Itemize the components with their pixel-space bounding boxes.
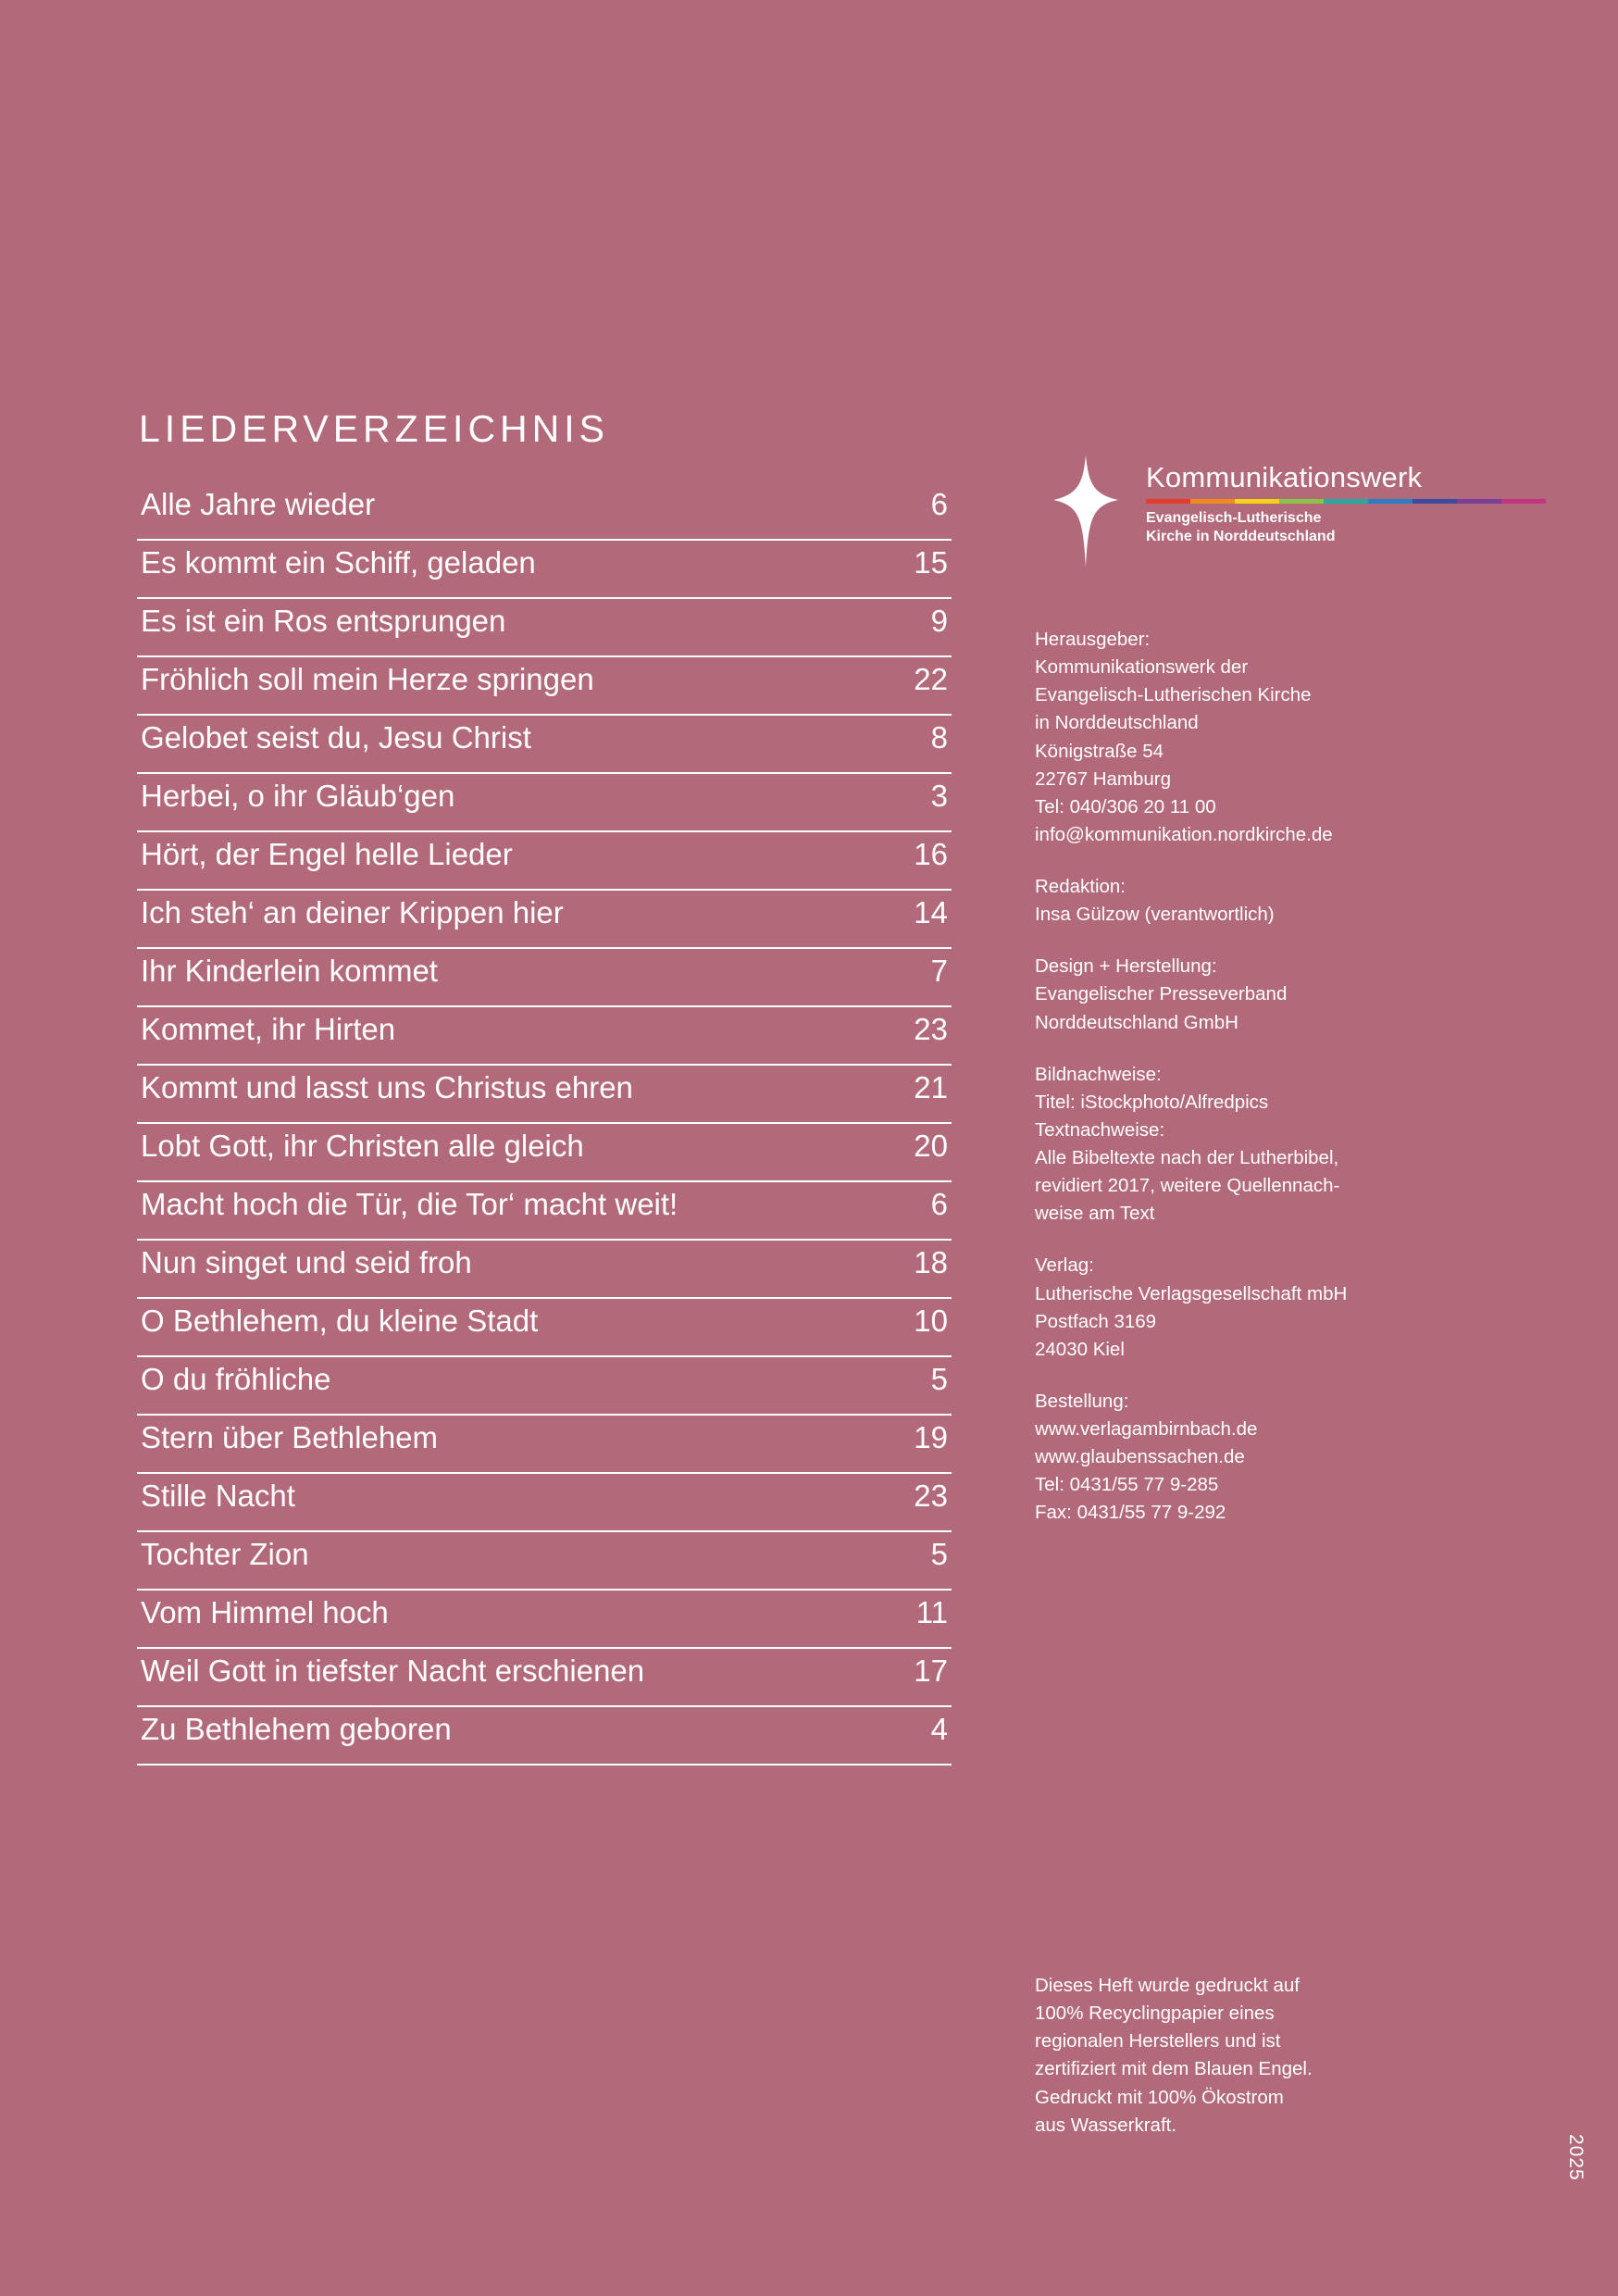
song-title: Kommt und lasst uns Christus ehren [141, 1070, 633, 1104]
song-page-number: 6 [930, 487, 948, 521]
list-item [137, 1007, 952, 1066]
song-title: Tochter Zion [141, 1537, 309, 1571]
verlag-block [1035, 1252, 1553, 1364]
list-item [137, 1357, 952, 1416]
list-item [137, 1532, 952, 1591]
eco-line: Dieses Heft wurde gedruckt auf [1035, 1975, 1300, 1996]
song-title: Stern über Bethlehem [141, 1420, 439, 1454]
song-title: Nun singet und seid froh [141, 1245, 472, 1279]
song-title: Herbei, o ihr Gläub‘gen [141, 779, 455, 813]
list-item [137, 949, 952, 1007]
song-title: Macht hoch die Tür, die Tor‘ macht weit! [141, 1187, 678, 1221]
imprint-section [1035, 463, 1553, 1552]
credits-line: Textnachweise: [1035, 1118, 1165, 1141]
song-page-number: 10 [914, 1304, 948, 1338]
eco-line: aus Wasserkraft. [1035, 2114, 1177, 2136]
publisher-line: Evangelisch-Lutherischen Kirche [1035, 684, 1312, 706]
song-page-number: 18 [914, 1245, 948, 1279]
credits-line: weise am Text [1035, 1203, 1155, 1225]
credits-line: Titel: iStockphoto/Alfredpics [1035, 1091, 1269, 1113]
logo-color-rule [1146, 499, 1546, 504]
verlag-line: Postfach 3169 [1035, 1310, 1157, 1332]
song-title: Fröhlich soll mein Herze springen [141, 662, 594, 696]
song-title: Weil Gott in tiefster Nacht erschienen [141, 1653, 645, 1688]
eco-line: zertifiziert mit dem Blauen Engel. [1035, 2058, 1313, 2080]
song-title: Kommet, ihr Hirten [141, 1012, 396, 1046]
song-page-number: 14 [914, 895, 948, 930]
year-marker: 2025 [1565, 2134, 1587, 2181]
song-title: Hört, der Engel helle Lieder [141, 837, 513, 871]
logo-subline-2: Kirche in Norddeutschland [1146, 529, 1336, 545]
list-item [137, 832, 952, 891]
song-page-number: 11 [915, 1595, 948, 1629]
list-item [137, 1474, 952, 1532]
list-item [137, 1299, 952, 1357]
eco-line: regionalen Herstellers und ist [1035, 2030, 1281, 2053]
publisher-line: 22767 Hamburg [1035, 767, 1172, 790]
eco-line: Gedruckt mit 100% Ökostrom [1035, 2086, 1284, 2108]
song-title: Lobt Gott, ihr Christen alle gleich [141, 1129, 584, 1163]
song-title: O Bethlehem, du kleine Stadt [141, 1304, 539, 1338]
song-page-number: 16 [914, 837, 948, 871]
eco-note [1035, 1972, 1470, 2140]
song-page-number: 20 [914, 1129, 948, 1163]
song-title: Vom Himmel hoch [141, 1595, 389, 1629]
publisher-line: Königstraße 54 [1035, 740, 1164, 762]
list-item [137, 1416, 952, 1474]
list-item [137, 657, 952, 716]
list-item [137, 1241, 952, 1299]
publisher-line: in Norddeutschland [1035, 712, 1199, 734]
list-item [137, 599, 952, 657]
list-item [137, 1707, 952, 1766]
orders-phone: Tel: 0431/55 77 9-285 [1035, 1474, 1219, 1496]
song-page-number: 6 [930, 1187, 948, 1221]
song-page-number: 23 [914, 1479, 948, 1513]
song-title: Gelobet seist du, Jesu Christ [141, 720, 531, 755]
list-item [137, 1182, 952, 1241]
song-page-number: 9 [930, 604, 948, 638]
logo-subline-1: Evangelisch-Lutherische [1146, 509, 1322, 526]
list-item [137, 1591, 952, 1649]
song-title: Es kommt ein Schiff, geladen [141, 545, 536, 580]
design-label: Design + Herstellung: [1035, 955, 1217, 978]
publisher-block [1035, 626, 1553, 849]
cross-icon [1035, 455, 1137, 567]
list-item [137, 1066, 952, 1124]
publisher-logo [1035, 463, 1553, 583]
orders-url[interactable]: www.verlagambirnbach.de [1035, 1418, 1258, 1440]
orders-url[interactable]: www.glaubenssachen.de [1035, 1446, 1245, 1468]
publisher-line: Kommunikationswerk der [1035, 656, 1249, 679]
song-title: Stille Nacht [141, 1479, 295, 1513]
orders-fax: Fax: 0431/55 77 9-292 [1035, 1502, 1226, 1524]
publisher-label: Herausgeber: [1035, 629, 1151, 650]
song-index-section [137, 407, 952, 1766]
list-item [137, 774, 952, 832]
song-title: Zu Bethlehem geboren [141, 1712, 452, 1746]
editing-block [1035, 873, 1553, 929]
verlag-line: Lutherische Verlagsgesellschaft mbH [1035, 1282, 1348, 1304]
song-page-number: 17 [914, 1653, 948, 1688]
song-page-number: 19 [914, 1420, 948, 1454]
credits-label: Bildnachweise: [1035, 1063, 1162, 1085]
orders-block [1035, 1388, 1553, 1528]
design-line: Evangelischer Presseverband [1035, 983, 1288, 1005]
publisher-line: Tel: 040/306 20 11 00 [1035, 795, 1216, 817]
verlag-line: 24030 Kiel [1035, 1338, 1125, 1360]
logo-wordmark [1146, 463, 1553, 546]
song-title: Es ist ein Ros entsprungen [141, 604, 506, 638]
song-page-number: 4 [930, 1712, 948, 1746]
eco-line: 100% Recyclingpapier eines [1035, 2003, 1275, 2025]
orders-label: Bestellung: [1035, 1390, 1129, 1412]
song-list [137, 482, 952, 1766]
list-item [137, 891, 952, 949]
song-page-number: 3 [930, 779, 948, 813]
credits-block [1035, 1061, 1553, 1229]
song-page-number: 22 [914, 662, 948, 696]
song-page-number: 8 [930, 720, 948, 755]
design-line: Norddeutschland GmbH [1035, 1011, 1238, 1033]
list-item [137, 482, 952, 541]
editing-label: Redaktion: [1035, 876, 1126, 897]
logo-name: Kommunikationswerk [1146, 461, 1423, 493]
song-page-number: 5 [930, 1362, 948, 1396]
publisher-email: info@kommunikation.nordkirche.de [1035, 823, 1333, 845]
song-page-number: 15 [914, 545, 948, 580]
credits-line: revidiert 2017, weitere Quellennach- [1035, 1175, 1340, 1197]
verlag-label: Verlag: [1035, 1254, 1094, 1277]
song-title: Ihr Kinderlein kommet [141, 954, 438, 988]
song-title: O du fröhliche [141, 1362, 331, 1396]
song-title: Ich steh‘ an deiner Krippen hier [141, 895, 564, 930]
song-page-number: 5 [930, 1537, 948, 1571]
list-item [137, 541, 952, 599]
list-item [137, 1649, 952, 1707]
song-page-number: 21 [914, 1070, 948, 1104]
editing-line: Insa Gülzow (verantwortlich) [1035, 904, 1275, 926]
page-title: LIEDERVERZEICHNIS [139, 407, 610, 450]
list-item [137, 716, 952, 774]
song-page-number: 7 [930, 954, 948, 988]
song-page-number: 23 [914, 1012, 948, 1046]
credits-line: Alle Bibeltexte nach der Lutherbibel, [1035, 1147, 1339, 1168]
song-title: Alle Jahre wieder [141, 487, 376, 521]
list-item [137, 1124, 952, 1182]
design-block [1035, 953, 1553, 1036]
